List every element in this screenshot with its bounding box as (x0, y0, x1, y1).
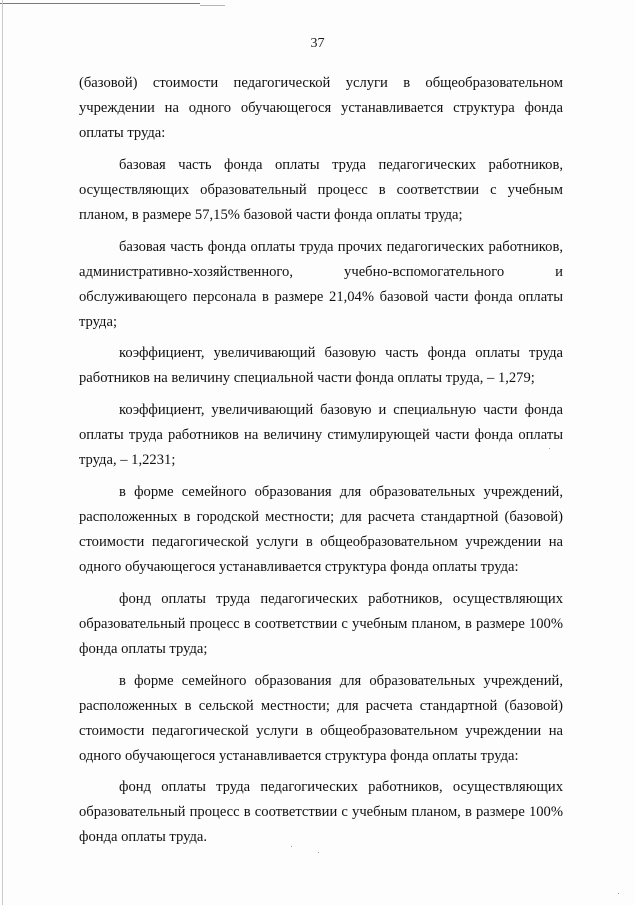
paragraph-urban-wage-fund: фонд оплаты труда педагогических работников, осуществляющих образовательный процесс в соответствии с учебным планом, в размере 100% фонда оплаты труда; (79, 590, 563, 657)
page-number: 37 (310, 36, 325, 51)
paragraph-stimulating-coefficient: коэффициент, увеличивающий базовую и специальную части фонда оплаты труда работников на величину стимулирующей части фонда оплаты труда, – 1,2231; (79, 402, 563, 469)
scan-edge-line (0, 3, 200, 4)
paragraph-family-education-rural: в форме семейного образования для образовательных учреждений, расположенных в сельской местности; для расчета стандартной (базовой) стоимости педагогической услуги в общеобразовательном учреждении на одного обучающегося устанавливается структура фонда оплаты труда: (79, 672, 563, 764)
scan-speck (318, 852, 319, 853)
scan-edge-line (200, 5, 225, 6)
document-body (79, 71, 563, 857)
paragraph-base-part-teachers: базовая часть фонда оплаты труда педагогических работников, осуществляющих образовательный процесс в соответствии с учебным планом, в размере 57,15% базовой части фонда оплаты труда; (79, 156, 563, 223)
paragraph-family-education-urban: в форме семейного образования для образовательных учреждений, расположенных в городской местности; для расчета стандартной (базовой) стоимости педагогической услуги в общеобразовательном учреждении на одного обучающегося устанавливается структура фонда оплаты труда: (79, 483, 563, 575)
paragraph-continuation: (базовой) стоимости педагогической услуги в общеобразовательном учреждении на одного обучающегося устанавливается структура фонда оплаты труда: (79, 75, 563, 141)
paragraph-base-part-other-staff: базовая часть фонда оплаты труда прочих педагогических работников, административно-хозяйственного, учебно-вспомогательного и обслуживающего персонала в размере 21,04% базовой части фонда оплаты труда; (79, 238, 563, 330)
paragraph-special-coefficient: коэффициент, увеличивающий базовую часть фонда оплаты труда работников на величину специальной части фонда оплаты труда, – 1,279; (79, 345, 563, 387)
scan-speck (549, 448, 550, 449)
scan-speck (618, 893, 619, 894)
paragraph-rural-wage-fund: фонд оплаты труда педагогических работников, осуществляющих образовательный процесс в соответствии с учебным планом, в размере 100% фонда оплаты труда. (79, 779, 563, 846)
scan-speck (291, 846, 292, 847)
scan-edge-line (2, 0, 3, 905)
